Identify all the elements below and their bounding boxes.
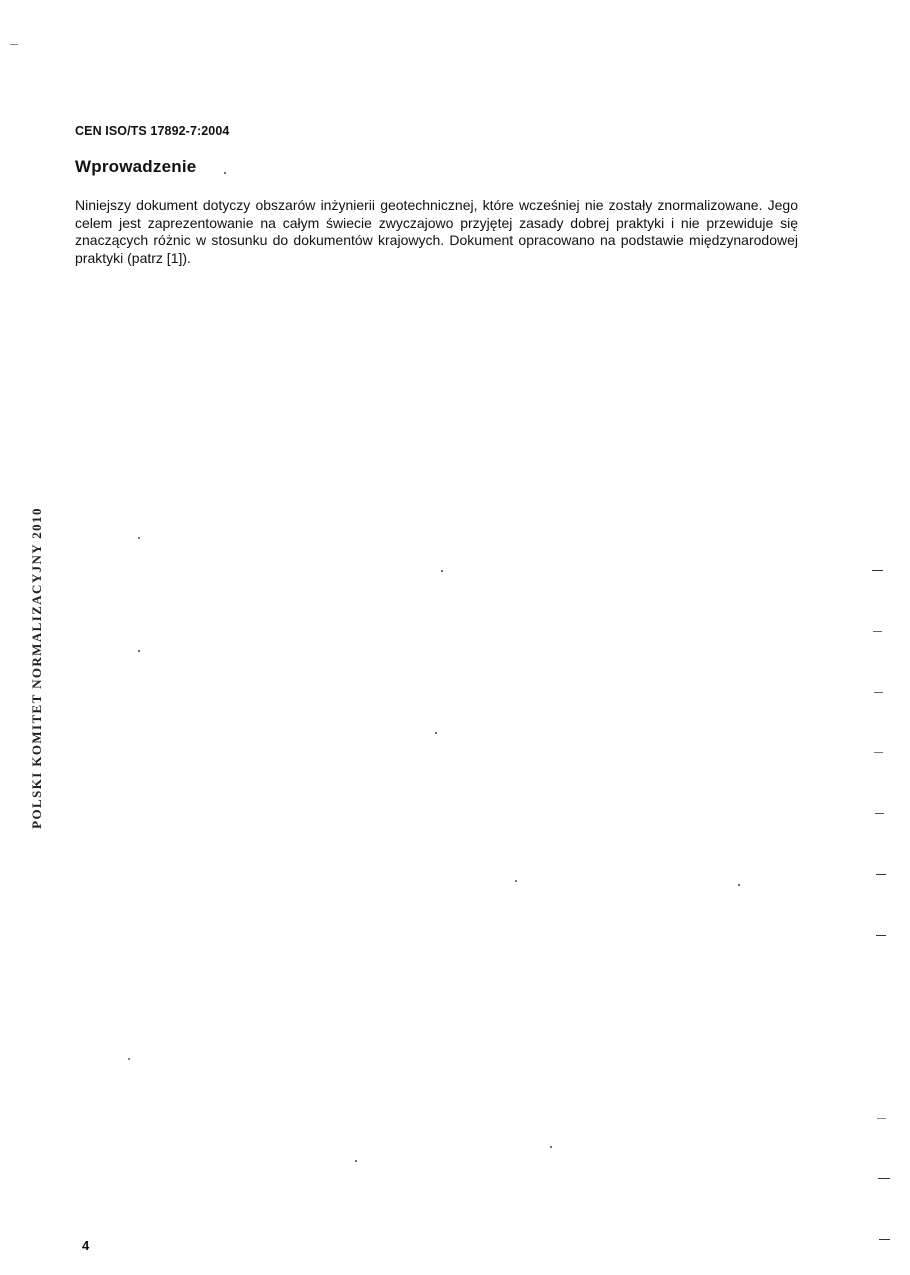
publisher-watermark: POLSKI KOMITET NORMALIZACYJNY 2010	[29, 507, 44, 829]
scan-edge-mark	[876, 935, 886, 936]
intro-text-block	[75, 197, 798, 267]
page-number: 4	[82, 1238, 90, 1253]
scan-speck	[738, 884, 740, 886]
scan-edge-mark	[873, 631, 882, 632]
scan-edge-mark	[875, 813, 884, 814]
standard-identifier: CEN ISO/TS 17892-7:2004	[75, 124, 230, 138]
scan-speck	[224, 172, 226, 174]
scan-edge-mark	[878, 1178, 890, 1179]
scan-speck	[355, 1160, 357, 1162]
scan-speck	[515, 880, 517, 882]
scan-speck	[128, 1058, 130, 1060]
scan-edge-mark	[872, 570, 883, 571]
scan-speck	[441, 570, 443, 572]
scan-speck	[435, 732, 437, 734]
scan-edge-mark	[874, 752, 883, 753]
scan-edge-mark	[877, 1118, 886, 1119]
scan-edge-mark	[874, 692, 883, 693]
section-heading: Wprowadzenie	[75, 157, 197, 176]
scan-edge-mark	[876, 874, 886, 875]
scan-speck	[138, 537, 140, 539]
intro-paragraph: Niniejszy dokument dotyczy obszarów inżynierii geotechnicznej, które wcześniej nie zostały znormalizowane. Jego celem jest zaprezentowanie na całym świecie zwyczajowo przyjętej zasady dobrej praktyki i nie przewiduje się znaczących różnic w stosunku do dokumentów krajowych. Dokument opracowano na podstawie międzynarodowej praktyki (patrz [1]).	[75, 197, 798, 266]
scan-edge-mark	[10, 44, 18, 45]
scan-speck	[550, 1146, 552, 1148]
scan-speck	[138, 650, 140, 652]
scan-edge-mark	[879, 1239, 890, 1240]
